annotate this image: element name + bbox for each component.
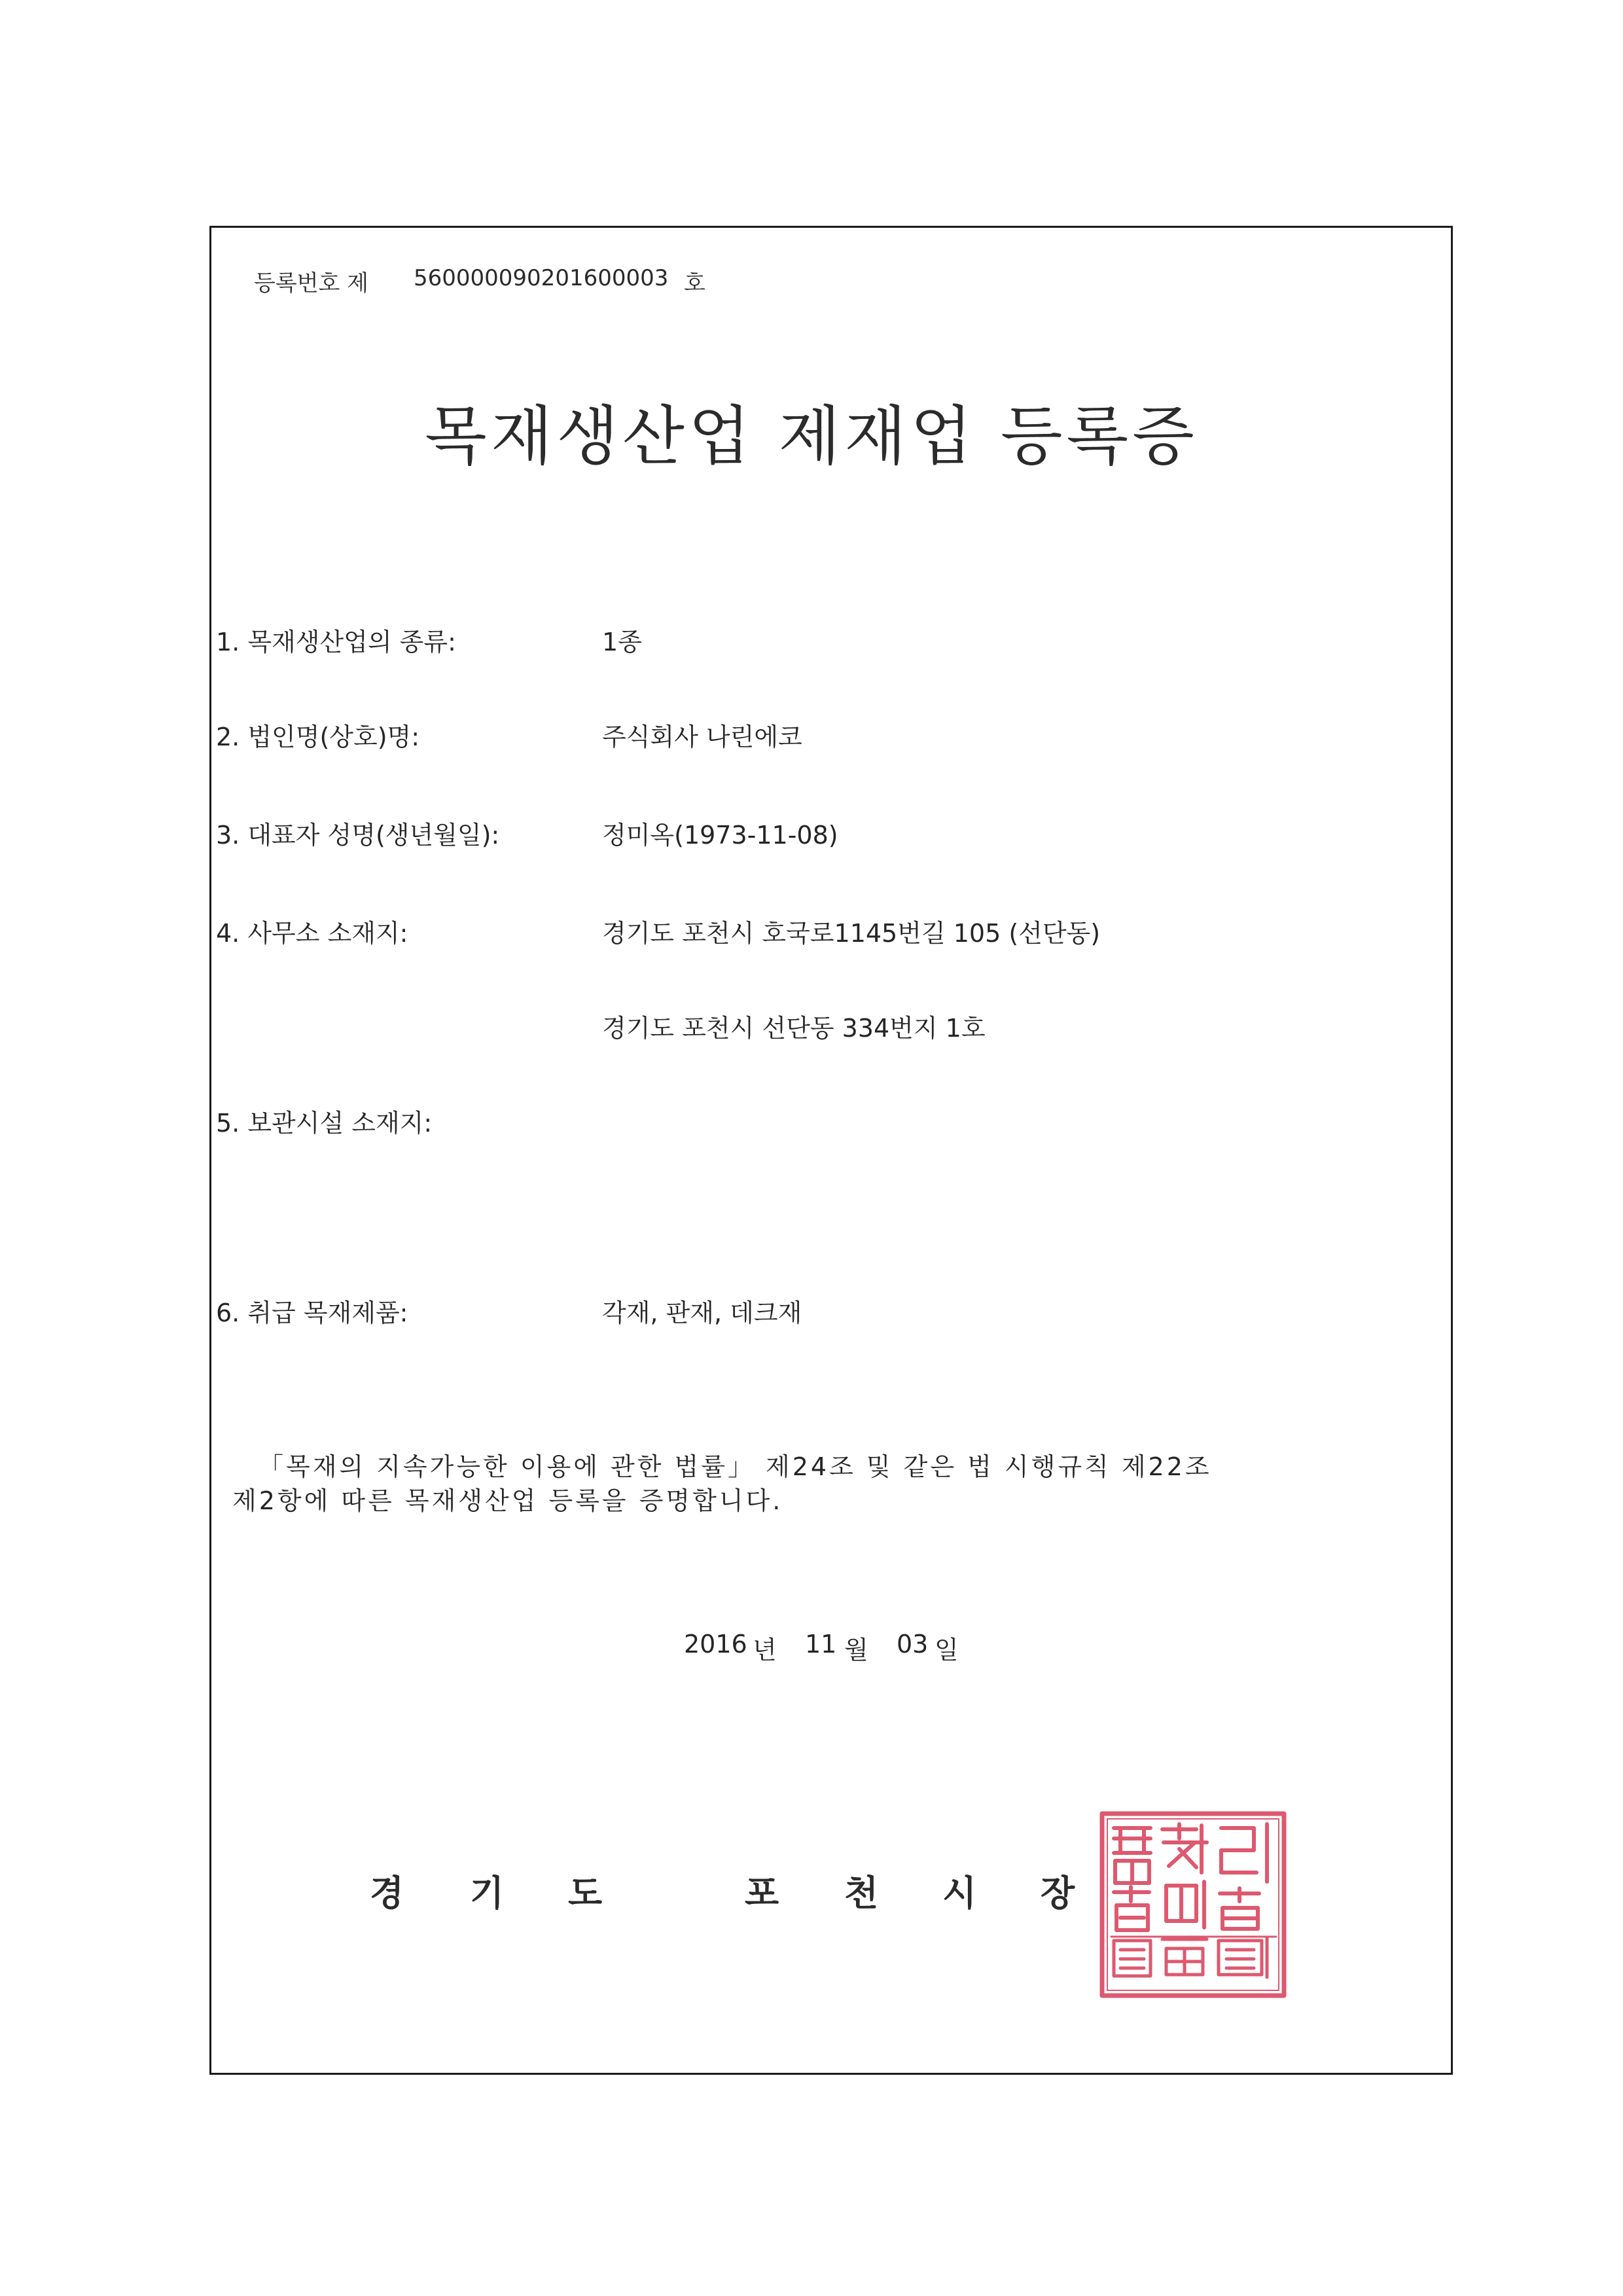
issuer-char-1: 경 [370,1873,404,1914]
issuer-char-5: 천 [844,1873,879,1914]
item-label-products: 6. 취급 목재제품: [216,1299,408,1327]
item-label-office-address: 4. 사무소 소재지: [216,919,408,948]
document-title: 목재생산업 제재업 등록증 [425,399,1198,474]
registration-suffix: 호 [684,270,705,296]
registration-prefix: 등록번호 제 [254,270,369,296]
item-value-representative: 정미옥(1973-11-08) [602,821,838,850]
item-label-storage-address: 5. 보관시설 소재지: [216,1109,433,1138]
certificate-border [209,226,1453,2075]
item-value-products: 각재, 판재, 데크재 [602,1299,802,1327]
date-year-unit: 년 [753,1636,777,1664]
item-value-office-road-address: 경기도 포천시 호국로1145번길 105 (선단동) [602,919,1101,948]
item-value-office-lot-address: 경기도 포천시 선단동 334번지 1호 [602,1014,986,1043]
issuer-char-3: 도 [568,1873,603,1914]
date-month-unit: 월 [844,1636,868,1664]
item-value-business-type: 1종 [602,628,642,656]
item-label-company-name: 2. 법인명(상호)명: [216,723,420,751]
item-label-representative: 3. 대표자 성명(생년월일): [216,821,500,850]
date-day: 03 [897,1630,929,1659]
statement-line-2: 제2항에 따른 목재생산업 등록을 증명합니다. [232,1486,783,1515]
issuer-char-4: 포 [745,1873,779,1914]
date-month: 11 [805,1630,837,1659]
item-label-business-type: 1. 목재생산업의 종류: [216,628,456,656]
issuer-char-2: 기 [470,1873,505,1914]
registration-number: 560000090201600003 [414,265,669,291]
date-year: 2016 [684,1630,747,1659]
issuer-char-7: 장 [1041,1873,1075,1914]
date-day-unit: 일 [935,1636,959,1664]
item-value-company-name: 주식회사 나린에코 [602,723,802,751]
official-seal-stamp [1098,1810,1288,2000]
issuer-char-6: 시 [942,1873,977,1914]
statement-line-1: 「목재의 지속가능한 이용에 관한 법률」 제24조 및 같은 법 시행규칙 제22조 [259,1452,1212,1481]
